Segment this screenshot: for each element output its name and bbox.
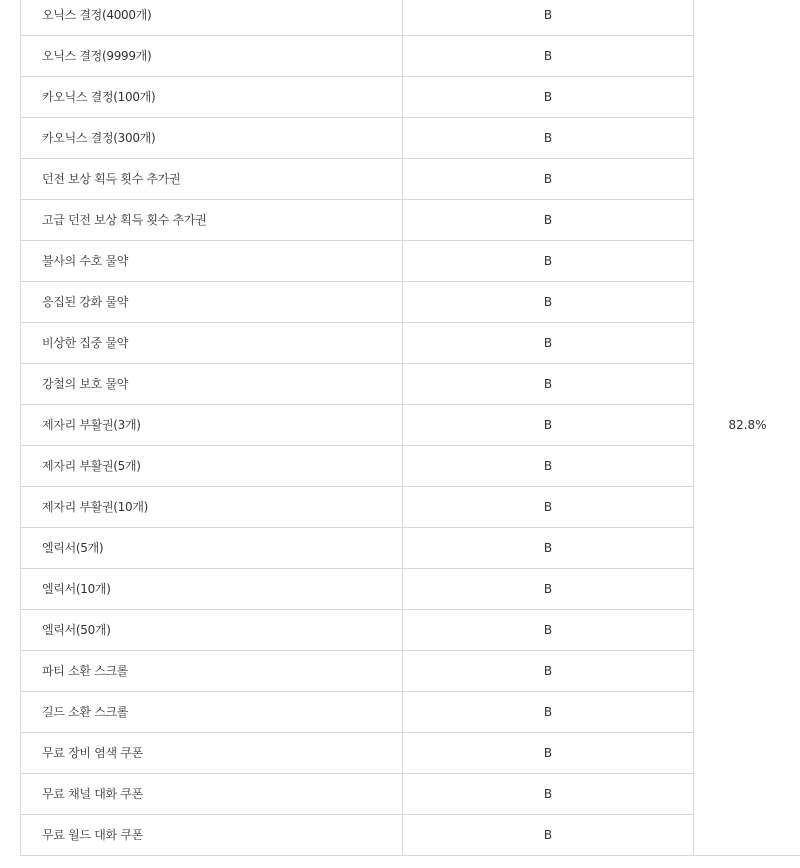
item-grade-cell: B: [403, 36, 694, 77]
item-grade-cell: B: [403, 487, 694, 528]
item-grade-cell: B: [403, 651, 694, 692]
table-row: [21, 692, 800, 733]
probability-table: [20, 0, 800, 856]
item-grade-cell: B: [403, 569, 694, 610]
table-row: [21, 364, 800, 405]
table-row: [21, 569, 800, 610]
table-row: [21, 815, 800, 856]
item-name-cell: 불사의 수호 물약: [21, 241, 403, 282]
table-row: [21, 528, 800, 569]
table-row: [21, 77, 800, 118]
table-row: [21, 241, 800, 282]
table-row: [21, 405, 800, 446]
table-row: [21, 487, 800, 528]
item-name-cell: 카오닉스 결정(300개): [21, 118, 403, 159]
table-row: [21, 733, 800, 774]
table-row: [21, 610, 800, 651]
table-row: [21, 36, 800, 77]
item-name-cell: 비상한 집중 물약: [21, 323, 403, 364]
table-row: [21, 774, 800, 815]
item-grade-cell: B: [403, 364, 694, 405]
item-grade-cell: B: [403, 159, 694, 200]
table-row: [21, 118, 800, 159]
item-grade-cell: B: [403, 118, 694, 159]
item-name-cell: 제자리 부활권(3개): [21, 405, 403, 446]
table-row: [21, 200, 800, 241]
item-grade-cell: B: [403, 323, 694, 364]
item-name-cell: 오닉스 결정(9999개): [21, 36, 403, 77]
item-grade-cell: B: [403, 200, 694, 241]
item-name-cell: 무료 채널 대화 쿠폰: [21, 774, 403, 815]
item-name-cell: 오닉스 결정(4000개): [21, 0, 403, 36]
item-name-cell: 던전 보상 획득 횟수 추가권: [21, 159, 403, 200]
probability-table-body: [21, 0, 800, 856]
table-row: [21, 446, 800, 487]
item-grade-cell: B: [403, 692, 694, 733]
table-row: [21, 0, 800, 36]
table-row: [21, 323, 800, 364]
item-name-cell: 무료 월드 대화 쿠폰: [21, 815, 403, 856]
item-grade-cell: B: [403, 0, 694, 36]
item-name-cell: 파티 소환 스크롤: [21, 651, 403, 692]
item-grade-cell: B: [403, 610, 694, 651]
item-grade-cell: B: [403, 282, 694, 323]
item-grade-cell: B: [403, 77, 694, 118]
item-name-cell: 엘릭서(50개): [21, 610, 403, 651]
item-name-cell: 응집된 강화 물약: [21, 282, 403, 323]
item-grade-cell: B: [403, 241, 694, 282]
item-name-cell: 엘릭서(5개): [21, 528, 403, 569]
table-row: [21, 282, 800, 323]
probability-table-container: [20, 0, 780, 856]
item-name-cell: 엘릭서(10개): [21, 569, 403, 610]
item-name-cell: 카오닉스 결정(100개): [21, 77, 403, 118]
item-grade-cell: B: [403, 733, 694, 774]
item-name-cell: 제자리 부활권(10개): [21, 487, 403, 528]
item-grade-cell: B: [403, 815, 694, 856]
item-name-cell: 고급 던전 보상 획득 횟수 추가권: [21, 200, 403, 241]
item-name-cell: 제자리 부활권(5개): [21, 446, 403, 487]
table-row: [21, 651, 800, 692]
item-name-cell: 무료 장비 염색 쿠폰: [21, 733, 403, 774]
item-name-cell: 길드 소환 스크롤: [21, 692, 403, 733]
item-grade-cell: B: [403, 528, 694, 569]
item-grade-cell: B: [403, 405, 694, 446]
group-rate-cell: 82.8%: [694, 0, 800, 856]
item-grade-cell: B: [403, 446, 694, 487]
table-row: [21, 159, 800, 200]
item-grade-cell: B: [403, 774, 694, 815]
item-name-cell: 강철의 보호 물약: [21, 364, 403, 405]
